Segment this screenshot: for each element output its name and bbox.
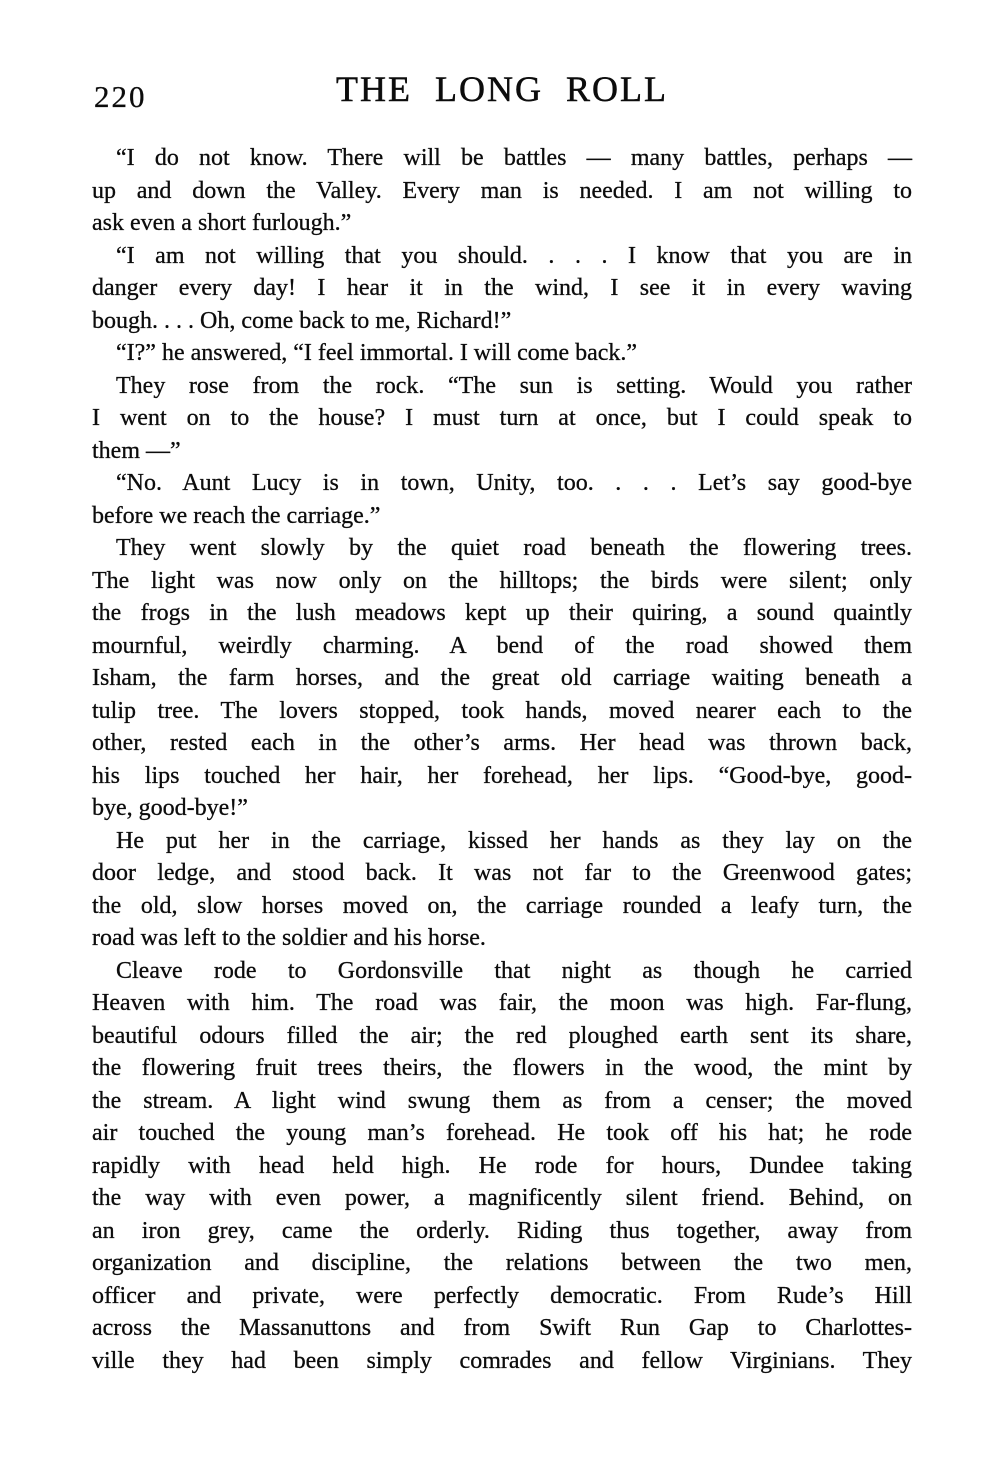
- text-line: an iron grey, came the orderly. Riding thus together, away from: [92, 1217, 912, 1244]
- paragraph: [92, 467, 912, 532]
- text-line: They rose from the rock. “The sun is setting. Would you rather: [116, 372, 912, 399]
- text-line: the old, slow horses moved on, the carriage rounded a leafy turn, the: [92, 892, 912, 919]
- paragraph: [92, 142, 912, 240]
- text-line: bye, good-bye!”: [92, 795, 248, 821]
- text-line: He put her in the carriage, kissed her hands as they lay on the: [116, 827, 912, 854]
- paragraph: [92, 240, 912, 338]
- text-line: the stream. A light wind swung them as from a censer; the moved: [92, 1087, 912, 1114]
- text-line: officer and private, were perfectly democratic. From Rude’s Hill: [92, 1282, 912, 1309]
- body-text: [92, 142, 912, 1377]
- text-line: Heaven with him. The road was fair, the moon was high. Far-flung,: [92, 990, 912, 1016]
- paragraph: [92, 370, 912, 468]
- running-title: THE LONG ROLL: [336, 69, 668, 109]
- text-line: “No. Aunt Lucy is in town, Unity, too. . . . Let’s say good-bye: [116, 470, 912, 496]
- text-line: “I am not willing that you should. . . . I know that you are in: [116, 242, 912, 269]
- text-line: before we reach the carriage.”: [92, 502, 381, 529]
- text-line: air touched the young man’s forehead. He took off his hat; he rode: [92, 1120, 912, 1146]
- text-line: Isham, the farm horses, and the great old carriage waiting beneath a: [92, 665, 912, 691]
- page-number: 220: [94, 79, 147, 114]
- paragraph: [92, 532, 912, 825]
- text-line: danger every day! I hear it in the wind, I see it in every waving: [92, 275, 912, 301]
- text-line: organization and discipline, the relations between the two men,: [92, 1250, 912, 1276]
- text-line: bough. . . . Oh, come back to me, Richard!”: [92, 307, 512, 334]
- text-line: the way with even power, a magnificently silent friend. Behind, on: [92, 1185, 912, 1211]
- text-line: The light was now only on the hilltops; the birds were silent; only: [92, 567, 912, 594]
- text-line: They went slowly by the quiet road beneath the flowering trees.: [116, 535, 912, 561]
- paragraph: [92, 955, 912, 1378]
- text-line: the flowering fruit trees theirs, the flowers in the wood, the mint by: [92, 1055, 912, 1081]
- text-line: beautiful odours filled the air; the red ploughed earth sent its share,: [92, 1022, 912, 1049]
- text-line: the frogs in the lush meadows kept up their quiring, a sound quaintly: [92, 600, 912, 626]
- text-line: other, rested each in the other’s arms. Her head was thrown back,: [92, 730, 912, 756]
- text-line: rapidly with head held high. He rode for hours, Dundee taking: [92, 1152, 912, 1179]
- paragraph: [92, 337, 912, 370]
- text-line: road was left to the soldier and his horse.: [92, 925, 486, 951]
- text-line: them —”: [92, 437, 181, 464]
- text-line: “I do not know. There will be battles — many battles, perhaps —: [116, 145, 912, 171]
- paragraph: [92, 825, 912, 955]
- text-line: across the Massanuttons and from Swift Run Gap to Charlottes-: [92, 1315, 912, 1341]
- text-line: ville they had been simply comrades and fellow Virginians. They: [92, 1347, 912, 1374]
- text-line: ask even a short furlough.”: [92, 210, 352, 236]
- text-line: I went on to the house? I must turn at once, but I could speak to: [92, 405, 912, 431]
- text-line: Cleave rode to Gordonsville that night as though he carried: [116, 957, 912, 984]
- page-header: [92, 0, 912, 120]
- text-line: “I?” he answered, “I feel immortal. I will come back.”: [116, 340, 638, 366]
- text-line: tulip tree. The lovers stopped, took hands, moved nearer each to the: [92, 697, 912, 724]
- text-line: mournful, weirdly charming. A bend of the road showed them: [92, 632, 912, 659]
- text-line: up and down the Valley. Every man is needed. I am not willing to: [92, 177, 912, 204]
- text-line: his lips touched her hair, her forehead, her lips. “Good-bye, good-: [92, 762, 912, 789]
- text-line: door ledge, and stood back. It was not far to the Greenwood gates;: [92, 860, 912, 886]
